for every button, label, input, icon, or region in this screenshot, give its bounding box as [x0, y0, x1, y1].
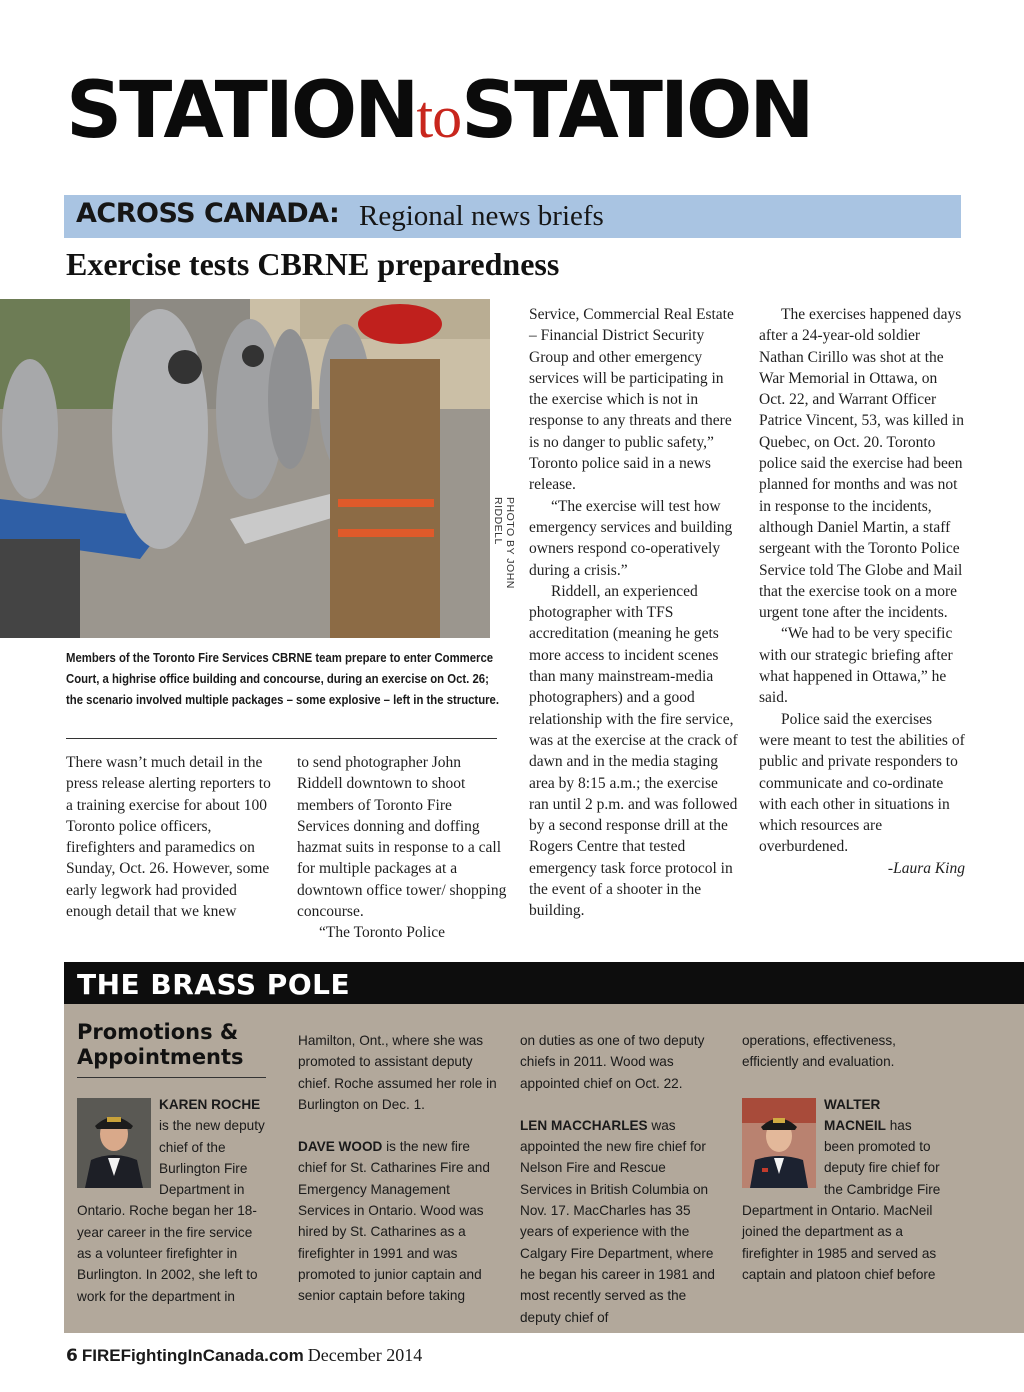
footer-site: FIREFightingInCanada.com	[81, 1346, 304, 1365]
masthead-station-1: STATION	[66, 66, 417, 156]
masthead-station-2: STATION	[461, 66, 812, 156]
article-paragraph: “We had to be very specific with our strategic briefing after what happened in Ottawa,” he said.	[759, 625, 953, 707]
walter-macneil-name: WALTER MACNEIL	[824, 1096, 886, 1133]
section-label: ACROSS CANADA:	[76, 198, 340, 229]
walter-macneil-photo	[742, 1098, 816, 1188]
len-maccharles-name: LEN MACCHARLES	[520, 1117, 648, 1133]
photo-credit	[492, 497, 516, 637]
article-column-3	[529, 304, 741, 922]
karen-roche-name: KAREN ROCHE	[159, 1097, 261, 1112]
promotions-heading	[77, 1020, 244, 1070]
photo-caption: Members of the Toronto Fire Services CBRNE team prepare to enter Commerce Court, a highrise office building and concourse, during an exercise on Oct. 26; the scenario involved multiple packages – some explosive – left in the structure.	[66, 650, 500, 708]
article-column-1	[66, 752, 276, 922]
karen-roche-text: is the new deputy chief of the Burlington Fire Department in Ontario. Roche began her 18-year career in the fire service as a volunteer firefighter in Burlington. In 2002, she left to work for the department in	[77, 1118, 265, 1304]
article-photo	[0, 299, 490, 638]
caption-divider	[66, 738, 497, 739]
masthead-to: to	[416, 84, 462, 150]
dave-wood-text: is the new fire chief for St. Catharines Fire and Emergency Management Services in Ontario. Wood was hired by St. Catharines as a firefighter in 1991 and was promoted to junior captain and senior captain before taking	[298, 1139, 490, 1304]
article-headline: Exercise tests CBRNE preparedness	[66, 246, 560, 282]
photo-credit-text: PHOTO BY JOHN RIDDELL	[492, 497, 516, 589]
walter-macneil-text: has been promoted to deputy fire chief for the Cambridge Fire Department in Ontario. MacNeil joined the department as a firefighter in 1985 and served as captain and platoon chief before	[742, 1117, 941, 1282]
brass-column-4	[742, 1030, 942, 1285]
section-sublabel: Regional news briefs	[359, 200, 604, 232]
article-paragraph: The exercises happened days after a 24-year-old soldier Nathan Cirillo was shot at the War Memorial in Ottawa, on Oct. 22, and Warrant Officer Patrice Vincent, 53, was killed in Quebec, on Oct. 20. Toronto police said the exercise had been planned for months and was not in response to the incidents, although Daniel Martin, a staff sergeant with the Toronto Police Service told The Globe and Mail that the exercise took on a more urgent tone after the incidents.	[759, 306, 964, 622]
article-paragraph: Service, Commercial Real Estate – Financial District Security Group and other emergency services will be participating in the exercise which is not in response to any threats and there is no danger to public safety,” Toronto police said in a news release.	[529, 306, 734, 494]
article-column-2	[297, 752, 507, 944]
brass-column-3	[520, 1030, 720, 1328]
dave-wood-name: DAVE WOOD	[298, 1139, 383, 1155]
brass-column-1	[77, 1094, 267, 1307]
brass-paragraph: Hamilton, Ont., where she was promoted to assistant deputy chief. Roche assumed her role in Burlington on Dec. 1.	[298, 1033, 497, 1112]
karen-roche-photo	[77, 1098, 151, 1188]
article-paragraph: “The Toronto Police	[319, 924, 446, 942]
article-paragraph: There wasn’t much detail in the press release alerting reporters to a training exercise for about 100 Toronto police officers, firefighters and paramedics on Sunday, Oct. 26. However, some early legwork had provided enough detail that we knew	[66, 754, 271, 921]
page-number: 6	[66, 1346, 78, 1366]
article-paragraph: Police said the exercises were meant to test the abilities of public and private responders to communicate and co-ordinate with each other in situations in which resources are overburdened.	[759, 710, 965, 856]
section-bar	[64, 195, 961, 238]
masthead	[66, 68, 812, 154]
brass-pole-header	[64, 962, 1024, 1004]
promotions-heading-line2: Appointments	[77, 1045, 244, 1069]
promotions-divider	[77, 1077, 266, 1078]
len-maccharles-text: was appointed the new fire chief for Nelson Fire and Rescue Services in British Columbia on Nov. 17. MacCharles has 35 years of experience with the Calgary Fire Department, where he began his career in 1981 and most recently served as the deputy chief of	[520, 1117, 715, 1325]
brass-column-2	[298, 1030, 498, 1307]
article-paragraph: “The exercise will test how emergency services and building owners respond co-operatively during a crisis.”	[529, 497, 733, 579]
brass-paragraph: operations, effectiveness, efficiently and evaluation.	[742, 1033, 896, 1070]
article-byline: -Laura King	[887, 859, 965, 877]
article-paragraph: Riddell, an experienced photographer with TFS accreditation (meaning he gets more access to incident scenes than many mainstream-media photographers) and a good relationship with the fire service, was at the exercise at the crack of dawn and in the media staging area by 8:15 a.m.; the exercise ran until 2 p.m. and was followed by a second response drill at the Rogers Centre that tested emergency task force protocol in the event of a shooter in the building.	[529, 582, 738, 920]
brass-pole-title: THE BRASS POLE	[77, 968, 351, 1001]
page-footer	[66, 1345, 422, 1366]
article-column-4	[759, 304, 965, 879]
promotions-heading-line1: Promotions &	[77, 1020, 239, 1044]
footer-date: December 2014	[307, 1345, 423, 1365]
brass-paragraph: on duties as one of two deputy chiefs in 2011. Wood was appointed chief on Oct. 22.	[520, 1033, 705, 1091]
article-paragraph: to send photographer John Riddell downtown to shoot members of Toronto Fire Services donning and doffing hazmat suits in response to a call for multiple packages at a downtown office tower/ shopping concourse.	[297, 754, 507, 921]
